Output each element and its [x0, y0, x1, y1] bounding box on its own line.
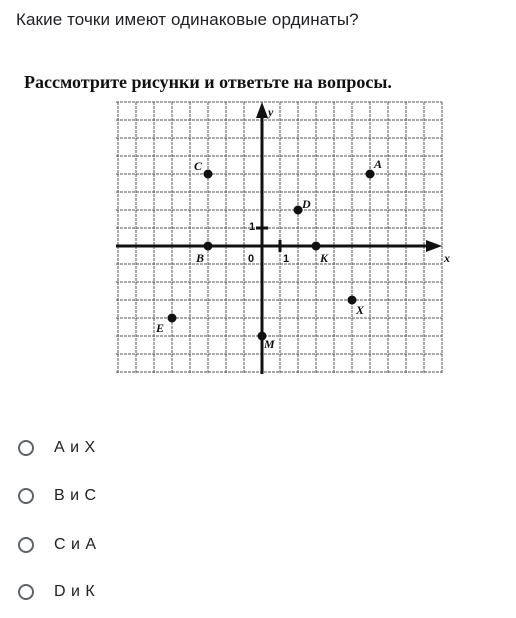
figure-title: Рассмотрите рисунки и ответьте на вопросы.: [24, 72, 392, 92]
origin-label: 0: [248, 253, 255, 265]
point-label-c: C: [194, 159, 203, 173]
option-a-x[interactable]: [16, 434, 316, 462]
question-title: Какие точки имеют одинаковые ординаты?: [16, 10, 359, 29]
point-label-k: K: [320, 251, 329, 265]
y-unit-label: 1: [249, 221, 256, 233]
point-label-d: D: [302, 197, 311, 211]
y-axis-arrow: [256, 102, 268, 118]
point-label-e: E: [156, 321, 165, 335]
radio-button[interactable]: [18, 584, 34, 600]
point-e: [168, 314, 177, 323]
option-d-k[interactable]: [16, 578, 316, 606]
option-label: А и Х: [54, 439, 96, 456]
point-label-b: B: [196, 251, 205, 265]
radio-button[interactable]: [18, 537, 34, 553]
option-label: В и С: [54, 487, 97, 504]
option-c-a[interactable]: [16, 531, 316, 559]
point-k: [312, 242, 321, 251]
option-label: С и А: [54, 536, 97, 553]
point-label-x: X: [356, 303, 365, 317]
option-label: D и К: [54, 583, 96, 600]
point-label-a: A: [374, 157, 383, 171]
point-c: [204, 170, 213, 179]
radio-button[interactable]: [18, 440, 34, 456]
coordinate-plane: [24, 72, 480, 392]
coordinate-figure: [24, 72, 480, 392]
x-unit-label: 1: [283, 253, 290, 265]
x-axis-arrow: [426, 240, 442, 252]
point-b: [204, 242, 213, 251]
x-axis-label: x: [444, 251, 450, 265]
point-label-m: M: [264, 337, 275, 351]
y-axis-label: y: [268, 105, 274, 119]
option-b-c[interactable]: [16, 482, 316, 510]
radio-button[interactable]: [18, 488, 34, 504]
